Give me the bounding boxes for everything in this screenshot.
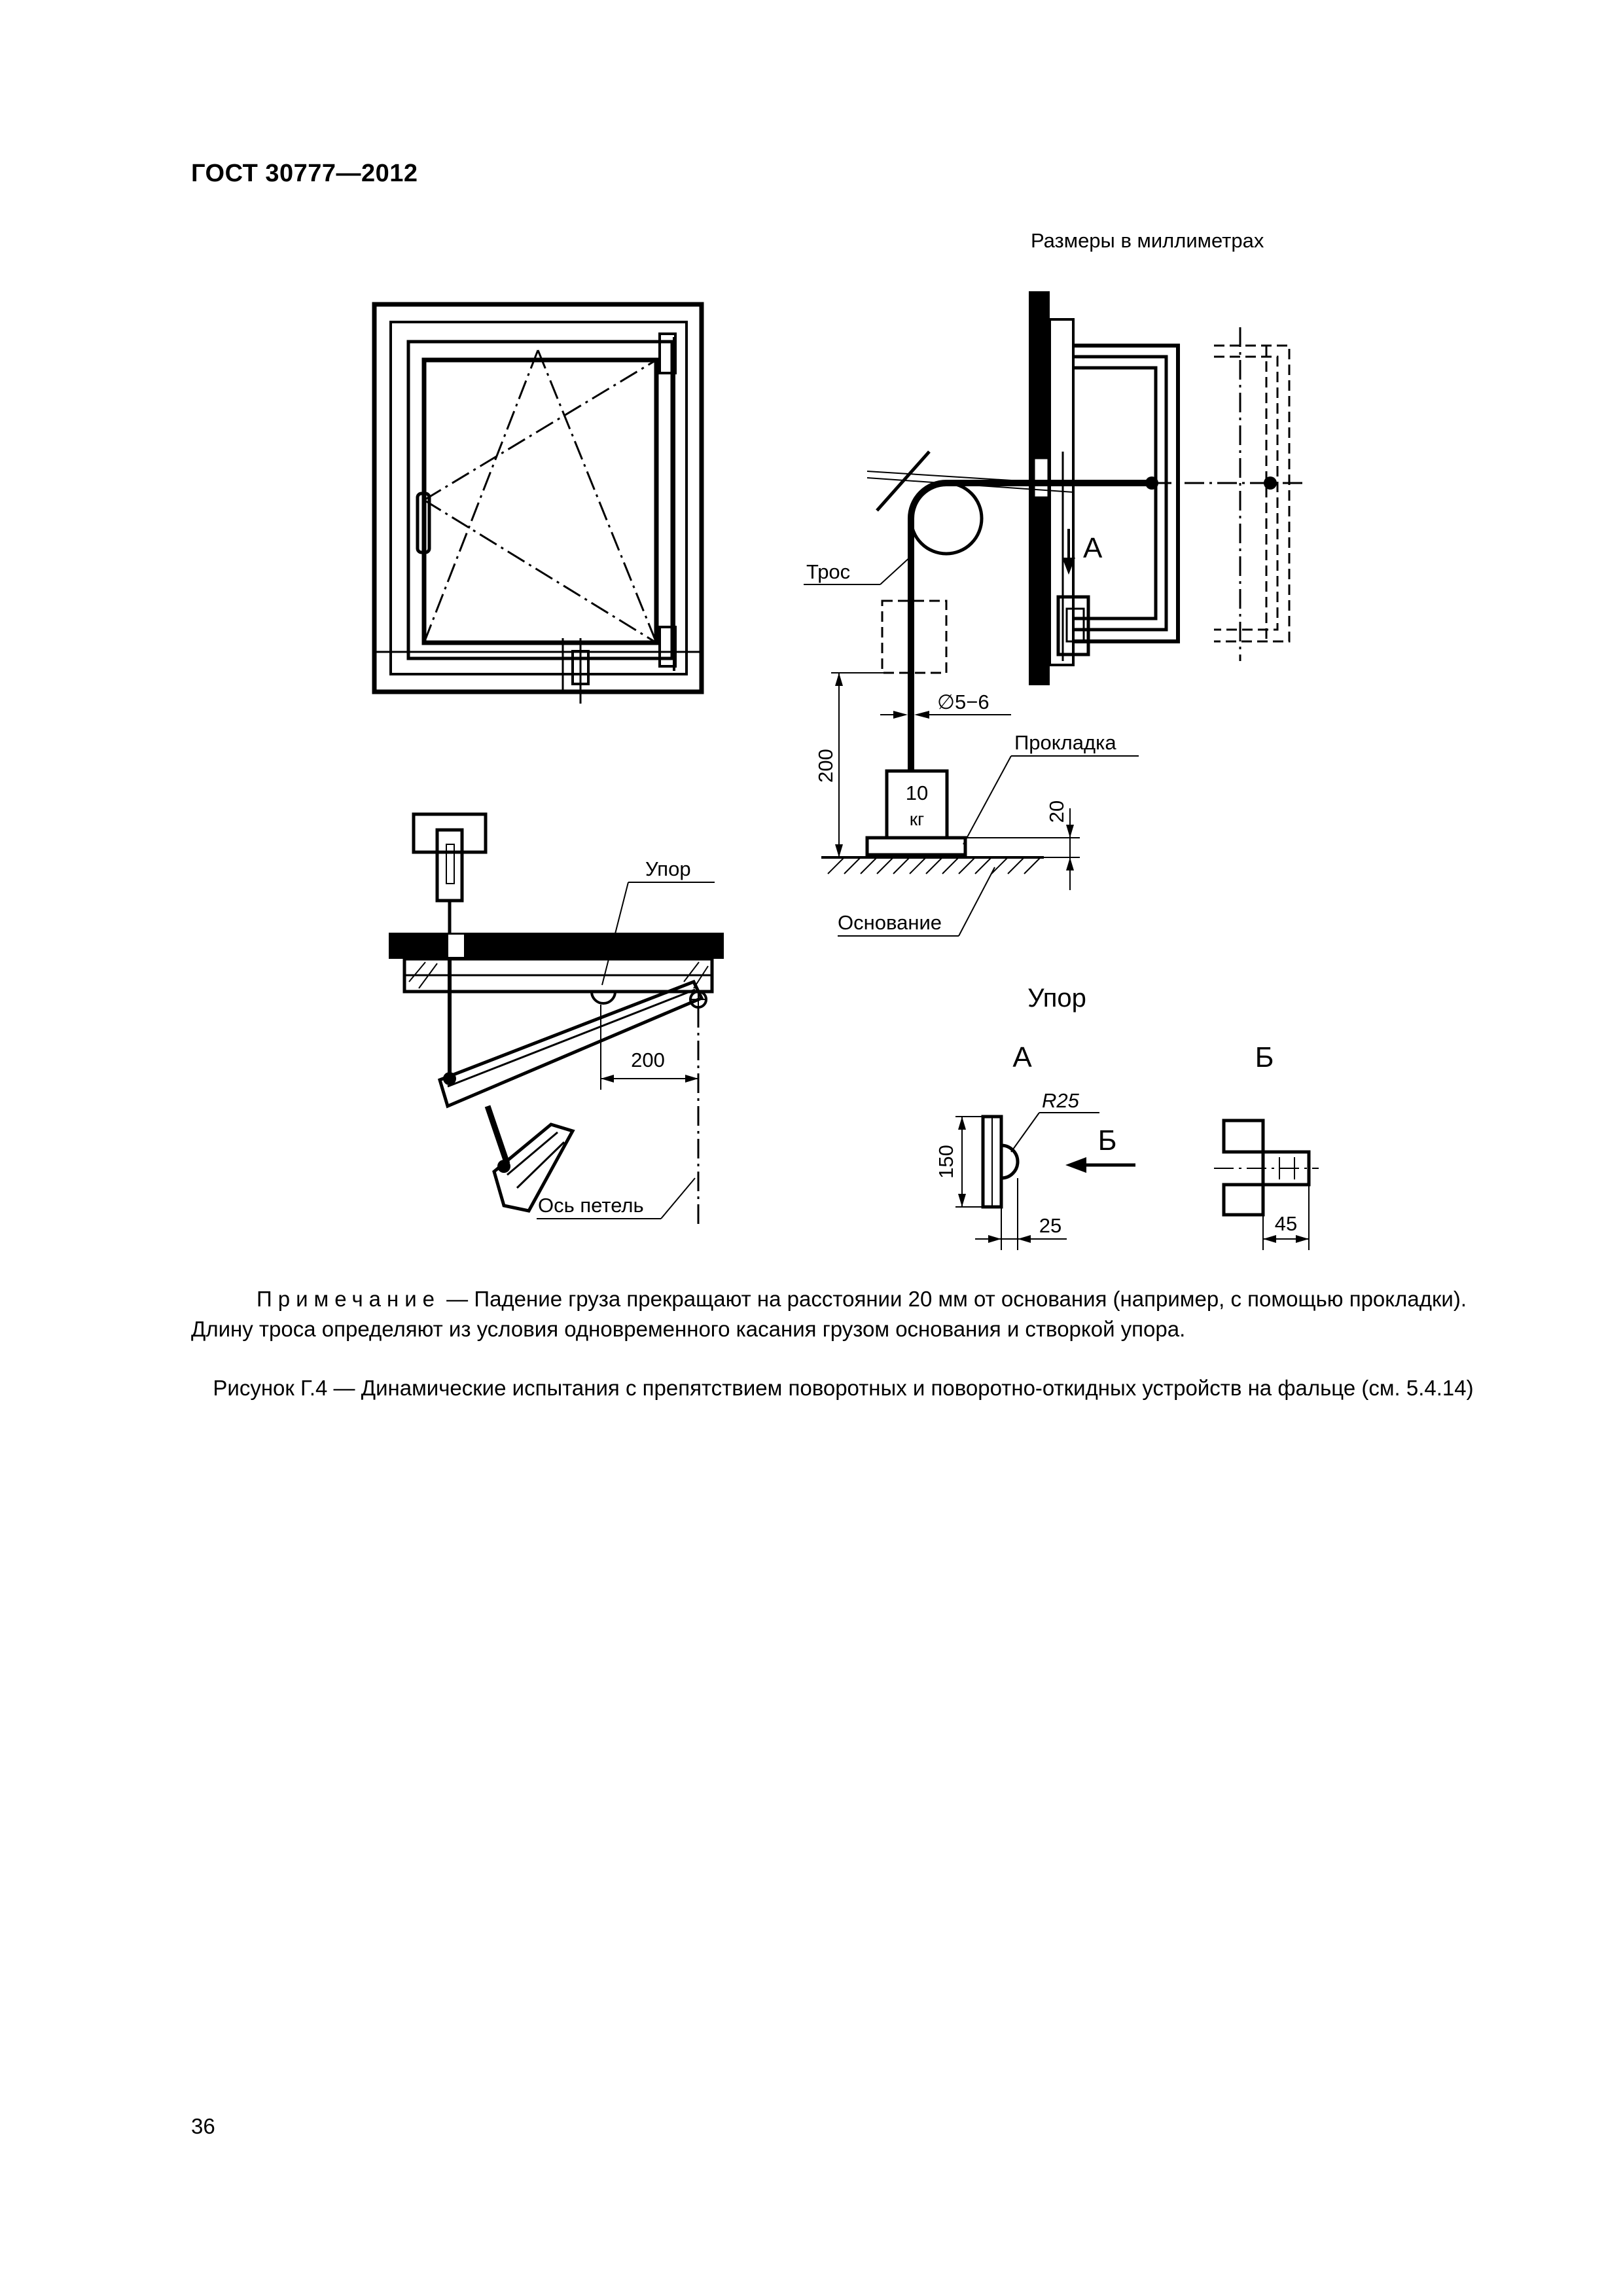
height-200-label: 200 (814, 749, 837, 783)
view-a-label: А (1083, 532, 1103, 564)
window-front-view (374, 304, 702, 704)
detail-a-label: А (1012, 1041, 1032, 1073)
pad-label: Прокладка (1014, 731, 1116, 754)
stop-title: Упор (1027, 984, 1086, 1013)
cable-label: Трос (806, 560, 851, 583)
figure-caption: Рисунок Г.4 — Динамические испытания с препятствием поворотных и поворотно-откидных устройств на фальце (см. 5.4.14) (213, 1376, 1474, 1400)
page-number: 36 (191, 2114, 215, 2138)
dim-150-label: 150 (935, 1145, 957, 1179)
units-note: Размеры в миллиметрах (1031, 229, 1264, 252)
note-label: Примечание (257, 1287, 441, 1311)
dim-25-label: 25 (1039, 1214, 1062, 1237)
stop-label: Упор (645, 857, 691, 880)
figure-note (191, 1284, 1495, 1344)
stop-detail-b (1214, 1121, 1319, 1250)
weight-unit: кг (909, 809, 925, 829)
document-header: ГОСТ 30777—2012 (191, 160, 418, 187)
note-text: — Падение груза прекращают на расстоянии 20 мм от основания (например, с помощью прокладки). Длину троса определяют из условия одновременного касания грузом основания и створкой упора. (191, 1287, 1467, 1341)
gap-20-label: 20 (1045, 800, 1068, 823)
dim-45-label: 45 (1274, 1212, 1298, 1235)
detail-b-label: Б (1255, 1041, 1274, 1073)
arrow-b-label: Б (1097, 1124, 1117, 1157)
offset-200-label: 200 (631, 1049, 665, 1071)
side-view (804, 291, 1308, 936)
radius-label: R25 (1042, 1089, 1079, 1112)
base-label: Основание (838, 911, 942, 934)
hinge-axis-label: Ось петель (538, 1194, 644, 1217)
diameter-label: ∅5−6 (937, 691, 990, 713)
weight-value: 10 (905, 781, 929, 804)
